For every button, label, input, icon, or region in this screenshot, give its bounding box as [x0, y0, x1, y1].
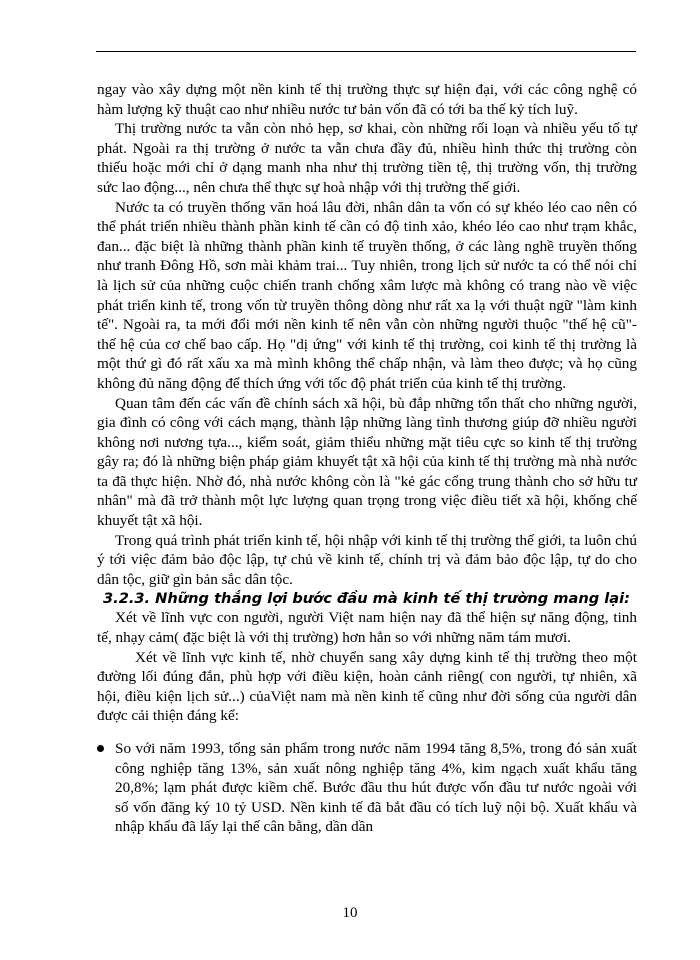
page-body	[97, 80, 637, 837]
bullet-dot-icon	[97, 745, 104, 752]
page-number: 10	[342, 905, 358, 921]
paragraph: Quan tâm đến các vấn đề chính sách xã hội, bù đắp những tổn thất cho những người, gia đình có công với cách mạng, thành lập những làng tình thương giúp đỡ nhiều người không nơi nương tựa..., kiểm soát, giảm thiểu những mặt tiêu cực so kinh tế thị trường gây ra; đó là những biện pháp giảm khuyết tật xã hội của kinh tế thị trường mà nhà nước ta đã thực hiện. Nhờ đó, nhà nước không còn là "kẻ gác cổng trung thành cho sở hữu tư nhân" mà đã trở thành một lực lượng quan trọng trong việc điều tiết xã hội, khống chế khuyết tật xã hội.	[97, 394, 637, 530]
header-rule	[96, 51, 636, 52]
paragraph: Trong quá trình phát triển kinh tế, hội nhập với kinh tế thị trường thế giới, ta luôn chú ý tới việc đảm bảo độc lập, tự chủ về kinh tế, chính trị và đảm bảo độc lập, tự do cho dân tộc, giữ gìn bản sắc dân tộc.	[97, 531, 637, 588]
paragraph: Thị trường nước ta vẫn còn nhỏ hẹp, sơ khai, còn những rối loạn và nhiều yếu tố tự phát. Ngoài ra thị trường ở nước ta vẫn chưa đầy đủ, nhiều hình thức thị trường còn thiếu hoặc mới chỉ ở dạng manh nha như thị trường tiền tệ, thị trường vốn, thị trường sức lao động..., nên chưa thể thực sự hoà nhập với thị trường thế giới.	[97, 120, 637, 196]
paragraph: ngay vào xây dựng một nền kinh tế thị trường thực sự hiện đại, với các công nghệ có hàm lượng kỹ thuật cao như nhiều nước tư bản vốn đã có tới ba thế kỷ tích luỹ.	[97, 81, 637, 118]
paragraph: Nước ta có truyền thống văn hoá lâu đời, nhân dân ta vốn có sự khéo léo cao nên có thể phát triển nhiều thành phần kinh tế cần có độ tinh xảo, khéo léo cao như trạm khắc, đan... đặc biệt là những thành phần kinh tế truyền thống, ở các làng nghề truyền thống như tranh Đông Hồ, sơn mài khảm trai... Tuy nhiên, trong lịch sử nước ta có thể nói chỉ là lịch sử của những cuộc chiến tranh chống xâm lược mà không có trang nào về việc phát triển kinh tế, trong vốn từ truyền thông dòng như rất xa lạ với thuật ngữ "làm kinh tế". Ngoài ra, ta mới đổi mới nền kinh tế nên vẫn còn những người thuộc "thế hệ cũ"- thế hệ của cơ chế bao cấp. Họ "dị ứng" với kinh tế thị trường, coi kinh tế thị trường là một thứ gì đó rất xấu xa mà mình không thể chấp nhận, và làm theo được; và họ cũng không đủ năng động để thích ứng với tốc độ phát triển của kinh tế thị trường.	[97, 198, 637, 392]
bullet-text: So với năm 1993, tổng sản phẩm trong nước năm 1994 tăng 8,5%, trong đó sản xuất công nghiệp tăng 13%, sản xuất nông nghiệp tăng 4%, kim ngạch xuất khẩu tăng 20,8%; lạm phát được kiềm chế. Bước đầu thu hút được vốn đầu tư nước ngoài với số vốn đăng ký 10 tỷ USD. Nền kinh tế đã bắt đầu có tích luỹ nội bộ. Xuất khẩu và nhập khẩu đã lấy lại thế cân bằng, dần dần	[115, 740, 637, 836]
paragraph: Xét về lĩnh vực kinh tế, nhờ chuyển sang xây dựng kinh tế thị trường theo một đường lối đúng đắn, phù hợp với điều kiện, hoàn cảnh riêng( con người, tự nhiên, xã hội, điều kiện lịch sử...) củaViệt nam mà nền kinh tế cũng như đời sống của người dân được cải thiện đáng kể:	[97, 648, 637, 725]
paragraph: Xét về lĩnh vực con người, người Việt nam hiện nay đã thể hiện sự năng động, tinh tế, nhạy cảm( đặc biệt là với thị trường) hơn hẳn so với những năm tám mươi.	[97, 609, 637, 647]
bullet-item	[97, 739, 637, 837]
section-heading: 3.2.3. Những thắng lợi bước đầu mà kinh tế thị trường mang lại:	[103, 590, 630, 608]
